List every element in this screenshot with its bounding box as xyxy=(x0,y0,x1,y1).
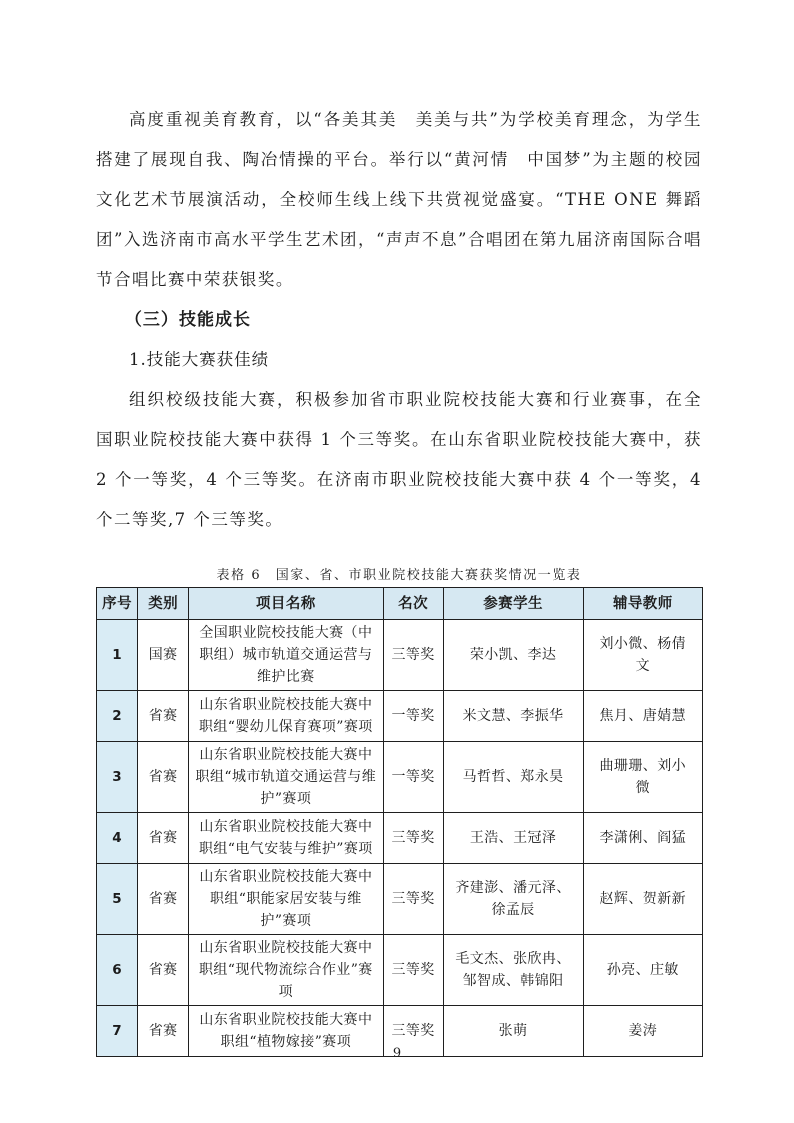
cell-index: 5 xyxy=(97,864,138,935)
cell-teachers: 曲珊珊、刘小微 xyxy=(583,742,702,813)
cell-category: 省赛 xyxy=(138,1006,189,1057)
cell-students: 毛文杰、张欣冉、邹智成、韩锦阳 xyxy=(443,935,583,1006)
table-row xyxy=(97,742,703,813)
cell-rank: 一等奖 xyxy=(383,691,443,742)
cell-category: 省赛 xyxy=(138,935,189,1006)
cell-project: 山东省职业院校技能大赛中职组“职能家居安装与维护”赛项 xyxy=(189,864,384,935)
page-content xyxy=(96,100,702,1057)
subsection-heading-competition-results: 1.技能大赛获佳绩 xyxy=(129,350,270,369)
cell-teachers: 刘小微、杨倩文 xyxy=(583,620,702,691)
cell-teachers: 孙亮、庄敏 xyxy=(583,935,702,1006)
cell-project: 全国职业院校技能大赛（中职组）城市轨道交通运营与维护比赛 xyxy=(189,620,384,691)
cell-index: 2 xyxy=(97,691,138,742)
cell-students: 马哲哲、郑永昊 xyxy=(443,742,583,813)
cell-index: 7 xyxy=(97,1006,138,1057)
column-header-project: 项目名称 xyxy=(189,588,384,620)
cell-rank: 三等奖 xyxy=(383,813,443,864)
cell-teachers: 焦月、唐婧慧 xyxy=(583,691,702,742)
paragraph-competition-summary: 组织校级技能大赛，积极参加省市职业院校技能大赛和行业赛事，在全国职业院校技能大赛中获得 1 个三等奖。在山东省职业院校技能大赛中，获 2 个一等奖，4 个三等奖。在济南市职业院校技能大赛中获 4 个一等奖，4 个二等奖,7 个三等奖。 xyxy=(96,390,702,529)
cell-category: 省赛 xyxy=(138,864,189,935)
column-header-category: 类别 xyxy=(138,588,189,620)
cell-students: 米文慧、李振华 xyxy=(443,691,583,742)
cell-index: 6 xyxy=(97,935,138,1006)
cell-category: 国赛 xyxy=(138,620,189,691)
cell-teachers: 姜涛 xyxy=(583,1006,702,1057)
cell-index: 4 xyxy=(97,813,138,864)
cell-students: 荣小凯、李达 xyxy=(443,620,583,691)
cell-students: 张萌 xyxy=(443,1006,583,1057)
column-header-teachers: 辅导教师 xyxy=(583,588,702,620)
page-number: 9 xyxy=(392,1046,402,1061)
cell-category: 省赛 xyxy=(138,691,189,742)
cell-rank: 三等奖 xyxy=(383,935,443,1006)
awards-table xyxy=(96,587,703,1057)
cell-rank: 三等奖 xyxy=(383,1006,443,1057)
table-row xyxy=(97,620,703,691)
table-row xyxy=(97,691,703,742)
cell-category: 省赛 xyxy=(138,813,189,864)
table-row xyxy=(97,864,703,935)
cell-project: 山东省职业院校技能大赛中职组“婴幼儿保育赛项”赛项 xyxy=(189,691,384,742)
cell-rank: 一等奖 xyxy=(383,742,443,813)
cell-students: 王浩、王冠泽 xyxy=(443,813,583,864)
column-header-students: 参赛学生 xyxy=(443,588,583,620)
cell-students: 齐建澎、潘元泽、徐孟辰 xyxy=(443,864,583,935)
column-header-rank: 名次 xyxy=(383,588,443,620)
cell-project: 山东省职业院校技能大赛中职组“电气安装与维护”赛项 xyxy=(189,813,384,864)
table-row xyxy=(97,813,703,864)
table-row xyxy=(97,935,703,1006)
cell-rank: 三等奖 xyxy=(383,864,443,935)
cell-project: 山东省职业院校技能大赛中职组“植物嫁接”赛项 xyxy=(189,1006,384,1057)
cell-index: 1 xyxy=(97,620,138,691)
table-caption: 表格 6 国家、省、市职业院校技能大赛获奖情况一览表 xyxy=(216,568,582,583)
paragraph-art-education: 高度重视美育教育，以“各美其美 美美与共”为学校美育理念，为学生搭建了展现自我、陶冶情操的平台。举行以“黄河情 中国梦”为主题的校园文化艺术节展演活动，全校师生线上线下共赏视觉盛宴。“THE ONE 舞蹈团”入选济南市高水平学生艺术团，“声声不息”合唱团在第九届济南国际合唱节合唱比赛中荣获银奖。 xyxy=(96,110,702,289)
cell-project: 山东省职业院校技能大赛中职组“现代物流综合作业”赛项 xyxy=(189,935,384,1006)
cell-index: 3 xyxy=(97,742,138,813)
cell-teachers: 赵辉、贺新新 xyxy=(583,864,702,935)
cell-project: 山东省职业院校技能大赛中职组“城市轨道交通运营与维护”赛项 xyxy=(189,742,384,813)
table-header-row xyxy=(97,588,703,620)
cell-category: 省赛 xyxy=(138,742,189,813)
cell-teachers: 李潇俐、阎猛 xyxy=(583,813,702,864)
column-header-index: 序号 xyxy=(97,588,138,620)
section-heading-skill-growth: （三）技能成长 xyxy=(124,310,252,330)
cell-rank: 三等奖 xyxy=(383,620,443,691)
